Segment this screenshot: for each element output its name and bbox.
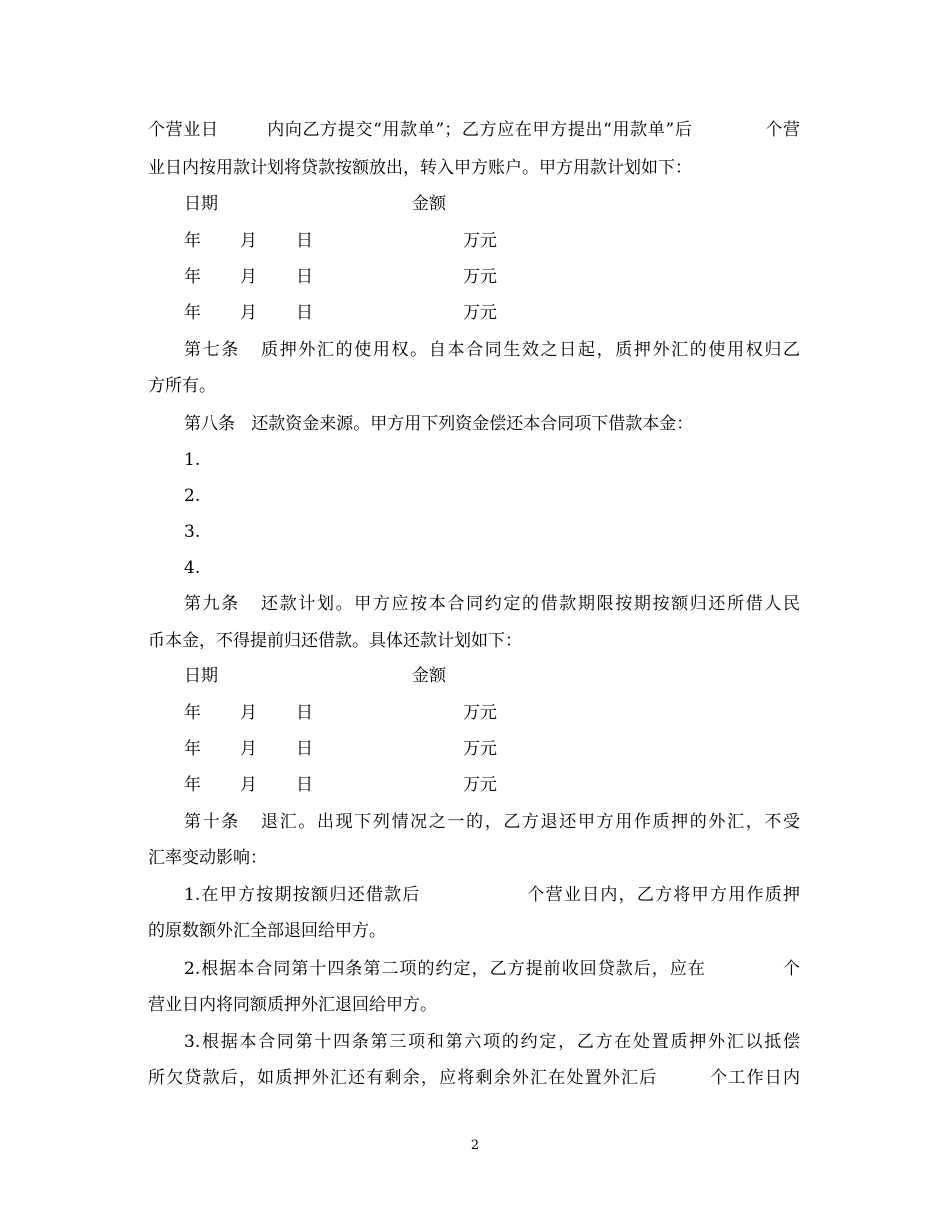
schedule-month: 月 [240, 303, 257, 323]
table-header-date: 日期 [184, 666, 218, 686]
schedule-amount: 万元 [463, 703, 497, 723]
list-item: 4. [184, 558, 201, 578]
schedule-year: 年 [184, 703, 201, 723]
schedule-day: 日 [296, 267, 313, 287]
article-8: 第八条 还款资金来源。甲方用下列资金偿还本合同项下借款本金： [184, 414, 694, 434]
schedule-day: 日 [296, 703, 313, 723]
list-item: 1. [184, 450, 201, 470]
table-header-amount: 金额 [412, 666, 446, 686]
text-line: 业日内按用款计划将贷款按额放出，转入甲方账户。甲方用款计划如下： [148, 158, 692, 178]
schedule-year: 年 [184, 775, 201, 795]
schedule-month: 月 [240, 739, 257, 759]
clause-2: 2.根据本合同第十四条第二项的约定，乙方提前收回贷款后，应在 个 [184, 959, 800, 979]
schedule-month: 月 [240, 267, 257, 287]
text-line: 个营业日 内向乙方提交“用款单”；乙方应在甲方提出“用款单”后 个营 [148, 120, 800, 140]
schedule-amount: 万元 [463, 231, 497, 251]
text-line: 所欠贷款后，如质押外汇还有剩余，应将剩余外汇在处置外汇后 个工作日内 [148, 1068, 800, 1088]
schedule-amount: 万元 [463, 775, 497, 795]
text-line: 的原数额外汇全部退回给甲方。 [148, 921, 386, 941]
list-item: 2. [184, 486, 201, 506]
list-item: 3. [184, 522, 201, 542]
schedule-year: 年 [184, 231, 201, 251]
schedule-year: 年 [184, 267, 201, 287]
text-line: 汇率变动影响： [148, 848, 267, 868]
schedule-year: 年 [184, 303, 201, 323]
text-line: 方所有。 [148, 376, 216, 396]
schedule-amount: 万元 [463, 303, 497, 323]
schedule-month: 月 [240, 775, 257, 795]
schedule-month: 月 [240, 231, 257, 251]
clause-1: 1.在甲方按期按额归还借款后 个营业日内，乙方将甲方用作质押 [184, 885, 800, 905]
schedule-day: 日 [296, 739, 313, 759]
clause-3: 3.根据本合同第十四条第三项和第六项的约定，乙方在处置质押外汇以抵偿 [184, 1032, 800, 1052]
page-number: 2 [470, 1138, 480, 1153]
table-header-date: 日期 [184, 194, 218, 214]
text-line: 币本金，不得提前归还借款。具体还款计划如下： [148, 631, 522, 651]
schedule-amount: 万元 [463, 739, 497, 759]
schedule-month: 月 [240, 703, 257, 723]
article-7: 第七条 质押外汇的使用权。自本合同生效之日起，质押外汇的使用权归乙 [184, 340, 800, 360]
text-line: 营业日内将同额质押外汇退回给甲方。 [148, 995, 437, 1015]
schedule-day: 日 [296, 775, 313, 795]
article-9: 第九条 还款计划。甲方应按本合同约定的借款期限按期按额归还所借人民 [184, 594, 800, 614]
schedule-day: 日 [296, 231, 313, 251]
schedule-amount: 万元 [463, 267, 497, 287]
table-header-amount: 金额 [412, 194, 446, 214]
schedule-year: 年 [184, 739, 201, 759]
article-10: 第十条 退汇。出现下列情况之一的，乙方退还甲方用作质押的外汇，不受 [184, 812, 800, 832]
schedule-day: 日 [296, 303, 313, 323]
